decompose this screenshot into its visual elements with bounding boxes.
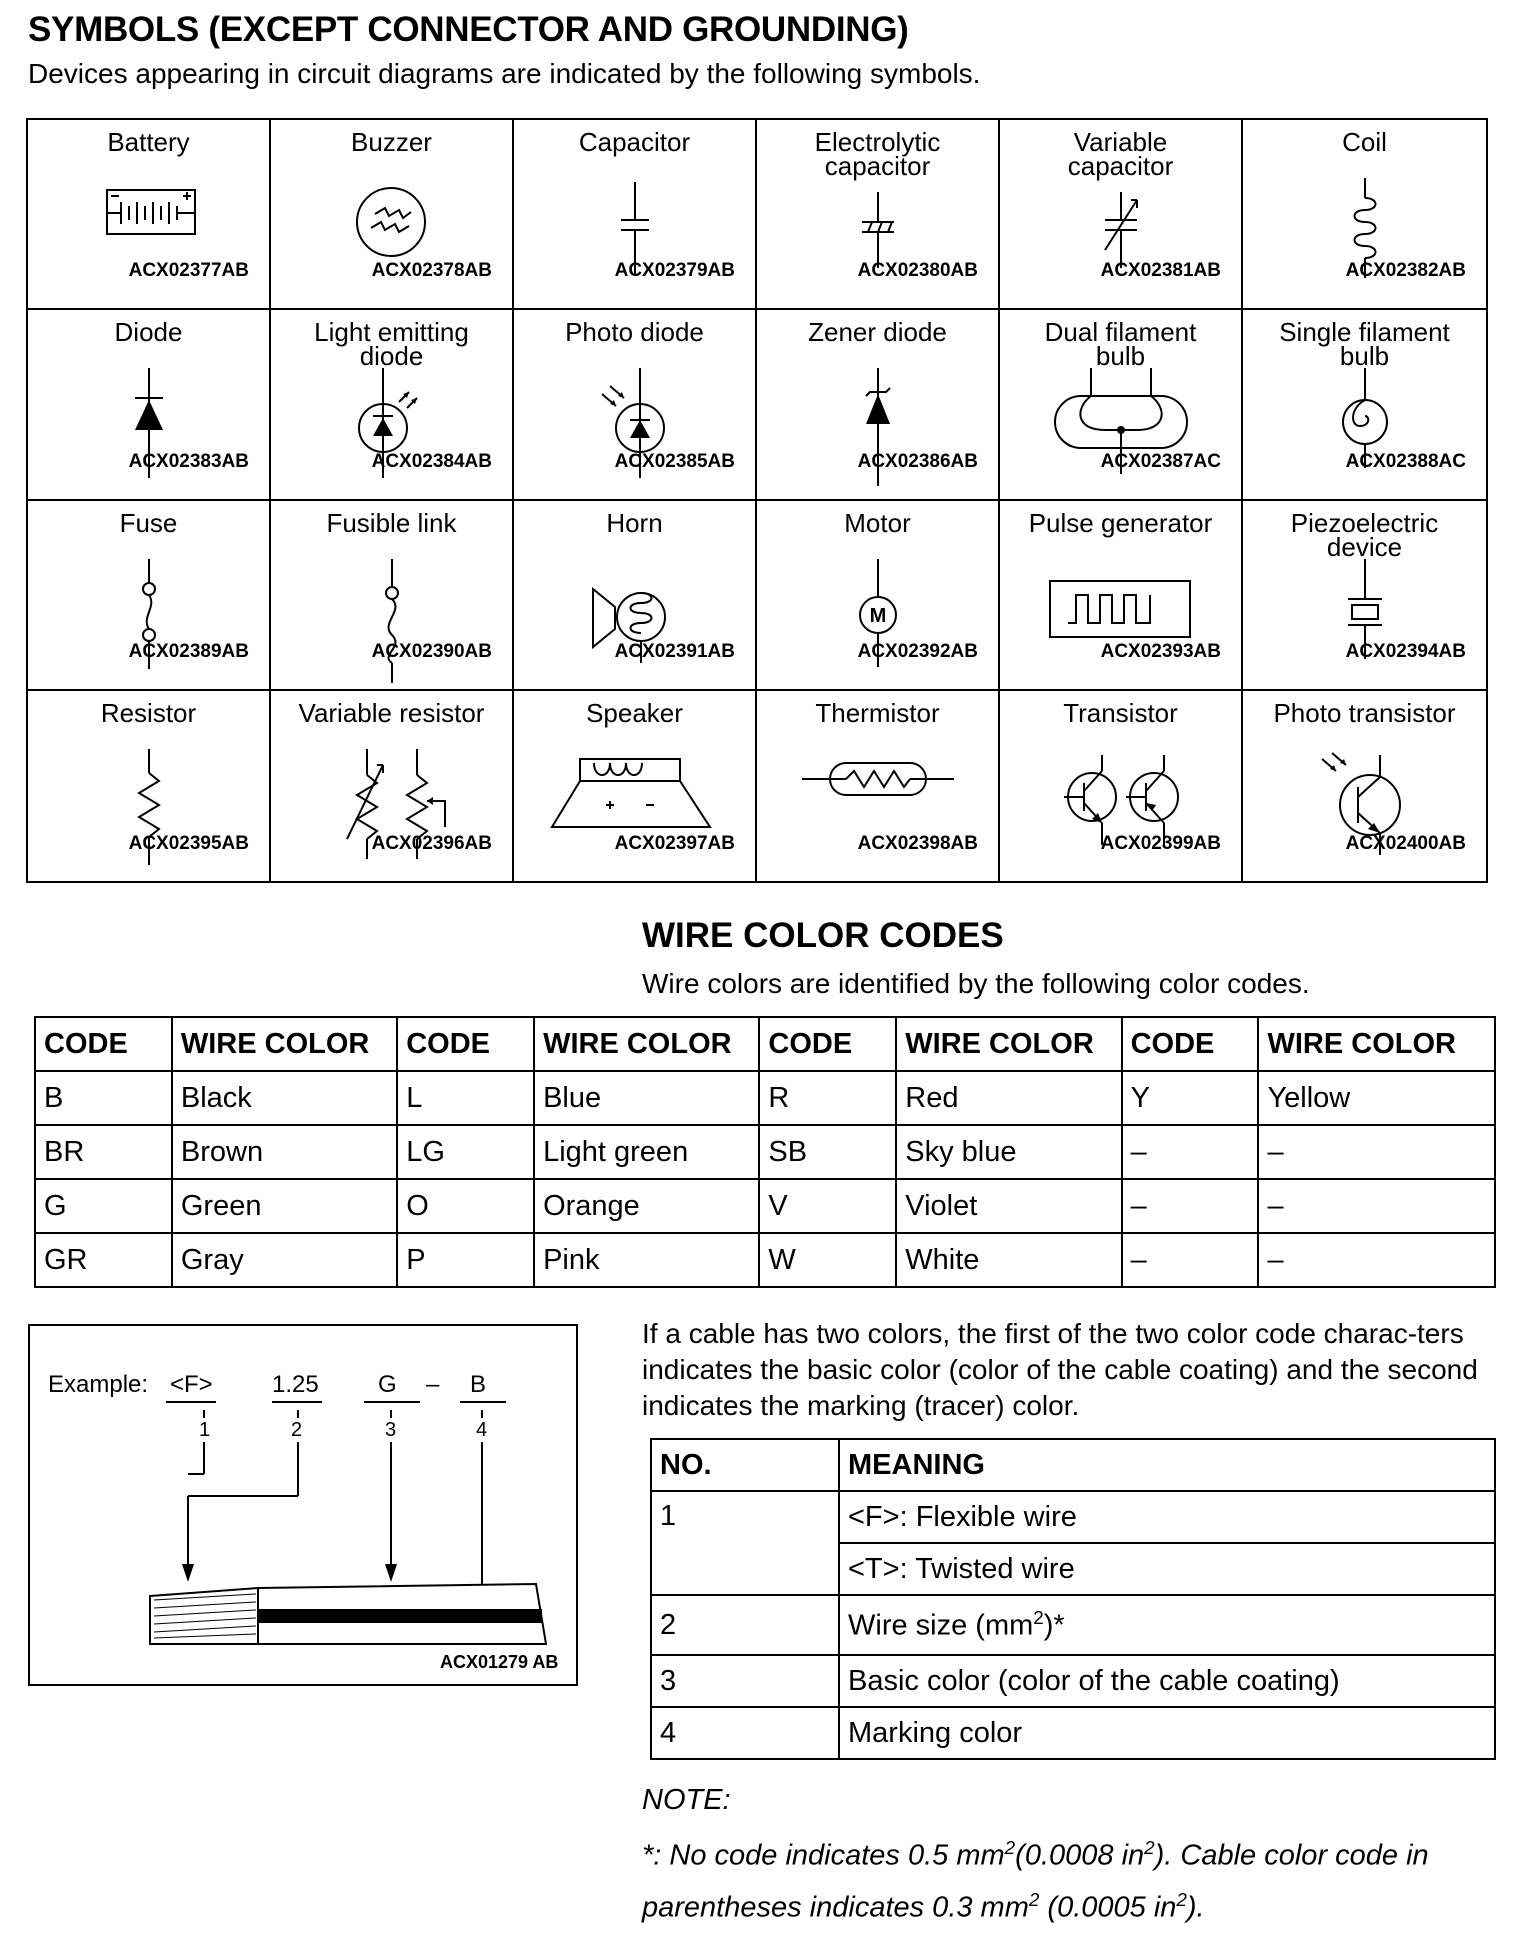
example-part-2: 1.25 bbox=[272, 1371, 319, 1398]
symbol-code: ACX02380AB bbox=[857, 260, 978, 282]
symbol-cell bbox=[1243, 310, 1486, 500]
symbol-label: Variable resistor bbox=[298, 697, 485, 728]
color-cell: Violet bbox=[896, 1179, 1121, 1233]
color-cell: White bbox=[896, 1233, 1121, 1287]
symbol-code: ACX02379AB bbox=[614, 260, 735, 282]
symbol-code: ACX02400AB bbox=[1345, 833, 1466, 854]
symbol-code: ACX02383AB bbox=[128, 450, 249, 472]
symbol-label: Variable capacitor bbox=[1067, 127, 1174, 181]
example-dash: – bbox=[426, 1371, 440, 1398]
symbol-cell bbox=[1243, 501, 1486, 691]
row-number: 4 bbox=[651, 1707, 839, 1759]
color-cell: Green bbox=[172, 1179, 397, 1233]
example-num-3: 3 bbox=[385, 1419, 397, 1441]
symbol-cell bbox=[28, 120, 271, 310]
buzzer-icon bbox=[347, 178, 437, 268]
intro-text: Devices appearing in circuit diagrams are indicated by the following symbols. bbox=[28, 58, 981, 89]
thermistor-icon bbox=[798, 749, 958, 809]
symbol-code: ACX02382AB bbox=[1345, 260, 1466, 282]
symbol-cell bbox=[271, 120, 514, 310]
symbol-code: ACX02385AB bbox=[614, 450, 735, 472]
symbol-code: ACX02384AB bbox=[371, 450, 492, 472]
color-cell: Yellow bbox=[1258, 1071, 1495, 1125]
symbol-label: Motor bbox=[844, 507, 911, 538]
symbol-code: ACX02398AB bbox=[857, 833, 978, 854]
symbol-cell bbox=[28, 310, 271, 500]
symbol-code: ACX02394AB bbox=[1345, 640, 1466, 662]
header-code: CODE bbox=[759, 1017, 896, 1071]
fusible-link-icon bbox=[372, 559, 412, 689]
table-header-row bbox=[35, 1017, 1495, 1071]
code-cell: – bbox=[1122, 1179, 1259, 1233]
header-code: CODE bbox=[1122, 1017, 1259, 1071]
symbol-cell bbox=[28, 691, 271, 881]
table-row bbox=[35, 1071, 1495, 1125]
row-meaning: Marking color bbox=[839, 1707, 1495, 1759]
wire-example-figure bbox=[28, 1324, 578, 1686]
symbol-label: Buzzer bbox=[351, 127, 432, 157]
code-cell: – bbox=[1122, 1125, 1259, 1179]
color-cell: Blue bbox=[534, 1071, 759, 1125]
row-meaning: Wire size $(mm^2)*$ bbox=[839, 1595, 1495, 1655]
color-cell: Black bbox=[172, 1071, 397, 1125]
row-meaning: <F>: Flexible wire bbox=[839, 1491, 1495, 1543]
code-cell: L bbox=[397, 1071, 534, 1125]
speaker-icon bbox=[550, 749, 720, 839]
symbol-cell bbox=[1000, 120, 1243, 310]
symbol-grid bbox=[26, 118, 1488, 883]
example-num-2: 2 bbox=[291, 1419, 303, 1441]
symbol-cell bbox=[514, 691, 757, 881]
note-body: *: No code indicates 0.5 $mm^2(0.0008$ $in^2$). Cable color code in parentheses indicates 0.3 $mm^2$ (0.0005 $in^2$). bbox=[642, 1837, 1429, 1924]
example-part-3: G bbox=[378, 1371, 397, 1398]
symbol-label: Fuse bbox=[119, 507, 178, 538]
symbol-cell bbox=[757, 501, 1000, 691]
wire-color-table bbox=[34, 1016, 1496, 1288]
example-part-4: B bbox=[470, 1371, 487, 1398]
zener-diode-icon bbox=[858, 368, 898, 498]
symbol-label: Light emitting diode bbox=[314, 317, 469, 372]
wire-section-title: WIRE COLOR CODES bbox=[642, 916, 1004, 955]
symbol-code: ACX02390AB bbox=[371, 640, 492, 662]
table-row bbox=[651, 1707, 1495, 1759]
symbol-cell bbox=[271, 310, 514, 500]
symbol-cell bbox=[757, 310, 1000, 500]
code-cell: GR bbox=[35, 1233, 172, 1287]
symbol-code: ACX02386AB bbox=[857, 450, 978, 472]
table-row bbox=[651, 1655, 1495, 1707]
code-cell: Y bbox=[1122, 1071, 1259, 1125]
symbol-label: Zener diode bbox=[808, 317, 947, 348]
note-title: NOTE: bbox=[642, 1784, 731, 1816]
code-cell: B bbox=[35, 1071, 172, 1125]
meaning-table bbox=[650, 1438, 1496, 1760]
symbol-label: Pulse generator bbox=[1028, 507, 1213, 538]
row-number: 2 bbox=[651, 1595, 839, 1655]
symbol-label: Battery bbox=[107, 127, 190, 157]
code-cell: BR bbox=[35, 1125, 172, 1179]
code-cell: G bbox=[35, 1179, 172, 1233]
symbol-label: Resistor bbox=[100, 697, 197, 728]
symbol-code: ACX02396AB bbox=[371, 833, 492, 854]
symbol-label: Photo diode bbox=[565, 317, 704, 348]
table-row bbox=[651, 1595, 1495, 1655]
symbol-label: Single filament bulb bbox=[1279, 317, 1450, 372]
row-number: 1 bbox=[651, 1491, 839, 1595]
color-cell: Sky blue bbox=[896, 1125, 1121, 1179]
example-num-4: 4 bbox=[476, 1419, 488, 1441]
header-no: NO. bbox=[651, 1439, 839, 1491]
color-cell: – bbox=[1258, 1179, 1495, 1233]
code-cell: W bbox=[759, 1233, 896, 1287]
symbol-cell bbox=[514, 501, 757, 691]
code-cell: R bbox=[759, 1071, 896, 1125]
symbol-code: ACX02387AC bbox=[1100, 450, 1221, 472]
page-title: SYMBOLS (EXCEPT CONNECTOR AND GROUNDING) bbox=[28, 10, 909, 49]
symbol-code: ACX02395AB bbox=[128, 833, 249, 854]
symbol-cell bbox=[271, 501, 514, 691]
symbol-cell bbox=[757, 120, 1000, 310]
symbol-label: Fusible link bbox=[326, 507, 457, 538]
symbol-cell bbox=[1000, 310, 1243, 500]
header-wire-color: WIRE COLOR bbox=[896, 1017, 1121, 1071]
row-meaning: Basic color (color of the cable coating) bbox=[839, 1655, 1495, 1707]
symbol-code: ACX02381AB bbox=[1100, 260, 1221, 282]
example-label: Example: bbox=[48, 1371, 149, 1398]
color-cell: Red bbox=[896, 1071, 1121, 1125]
two-color-paragraph: If a cable has two colors, the first of the two color code charac-ters indicates the basic color (color of the cable coating) and the second indicates the marking (tracer) color. bbox=[642, 1318, 1478, 1421]
symbol-cell bbox=[271, 691, 514, 881]
symbol-cell bbox=[28, 501, 271, 691]
row-number: 3 bbox=[651, 1655, 839, 1707]
symbol-code: ACX02377AB bbox=[128, 260, 249, 282]
wire-section-subtitle: Wire colors are identified by the following color codes. bbox=[642, 968, 1310, 999]
color-cell: Brown bbox=[172, 1125, 397, 1179]
color-cell: – bbox=[1258, 1233, 1495, 1287]
code-cell: O bbox=[397, 1179, 534, 1233]
symbol-label: Horn bbox=[606, 507, 663, 538]
symbol-label: Piezoelectric device bbox=[1290, 507, 1439, 562]
wire-example-diagram bbox=[30, 1326, 576, 1684]
symbol-code: ACX02378AB bbox=[371, 260, 492, 282]
symbol-cell bbox=[1000, 691, 1243, 881]
color-cell: Light green bbox=[534, 1125, 759, 1179]
symbol-label: Transistor bbox=[1063, 697, 1178, 728]
header-wire-color: WIRE COLOR bbox=[1258, 1017, 1495, 1071]
code-cell: – bbox=[1122, 1233, 1259, 1287]
table-row bbox=[35, 1125, 1495, 1179]
symbol-code: ACX02392AB bbox=[857, 640, 978, 662]
row-meaning: <T>: Twisted wire bbox=[839, 1543, 1495, 1595]
leader-lines bbox=[188, 1410, 482, 1588]
header-wire-color: WIRE COLOR bbox=[172, 1017, 397, 1071]
color-cell: – bbox=[1258, 1125, 1495, 1179]
symbol-cell bbox=[1000, 501, 1243, 691]
wire-cable-icon bbox=[150, 1584, 546, 1644]
symbol-code: ACX02393AB bbox=[1100, 640, 1221, 662]
code-cell: LG bbox=[397, 1125, 534, 1179]
symbol-code: ACX02399AB bbox=[1100, 833, 1221, 854]
pulse-generator-icon bbox=[1046, 559, 1196, 639]
symbol-cell bbox=[514, 310, 757, 500]
code-cell: V bbox=[759, 1179, 896, 1233]
header-meaning: MEANING bbox=[839, 1439, 1495, 1491]
symbol-code: ACX02389AB bbox=[128, 640, 249, 662]
color-cell: Orange bbox=[534, 1179, 759, 1233]
symbol-label: Capacitor bbox=[578, 127, 691, 157]
example-part-1: <F> bbox=[170, 1371, 213, 1398]
symbol-label: Diode bbox=[114, 317, 183, 348]
table-row bbox=[35, 1179, 1495, 1233]
code-cell: P bbox=[397, 1233, 534, 1287]
symbol-label: Dual filament bulb bbox=[1044, 317, 1197, 372]
symbol-label: Coil bbox=[1342, 127, 1387, 157]
color-cell: Gray bbox=[172, 1233, 397, 1287]
symbol-label: Photo transistor bbox=[1273, 697, 1456, 728]
svg-text:M: M bbox=[869, 604, 886, 627]
table-row bbox=[651, 1491, 1495, 1543]
table-row bbox=[35, 1233, 1495, 1287]
symbol-code: ACX02388AC bbox=[1345, 450, 1466, 472]
symbol-cell bbox=[1243, 120, 1486, 310]
symbol-label: Speaker bbox=[586, 697, 683, 728]
header-wire-color: WIRE COLOR bbox=[534, 1017, 759, 1071]
color-cell: Pink bbox=[534, 1233, 759, 1287]
symbol-cell bbox=[1243, 691, 1486, 881]
symbol-cell bbox=[757, 691, 1000, 881]
battery-icon bbox=[99, 178, 199, 258]
example-figure-code: ACX01279 AB bbox=[440, 1652, 559, 1672]
symbol-code: ACX02391AB bbox=[614, 640, 735, 662]
table-header-row bbox=[651, 1439, 1495, 1491]
header-code: CODE bbox=[35, 1017, 172, 1071]
symbol-label: Thermistor bbox=[815, 697, 940, 728]
header-code: CODE bbox=[397, 1017, 534, 1071]
symbol-cell bbox=[514, 120, 757, 310]
code-cell: SB bbox=[759, 1125, 896, 1179]
example-num-1: 1 bbox=[199, 1419, 211, 1441]
symbol-code: ACX02397AB bbox=[614, 833, 735, 854]
symbol-label: Electrolytic capacitor bbox=[814, 127, 941, 181]
